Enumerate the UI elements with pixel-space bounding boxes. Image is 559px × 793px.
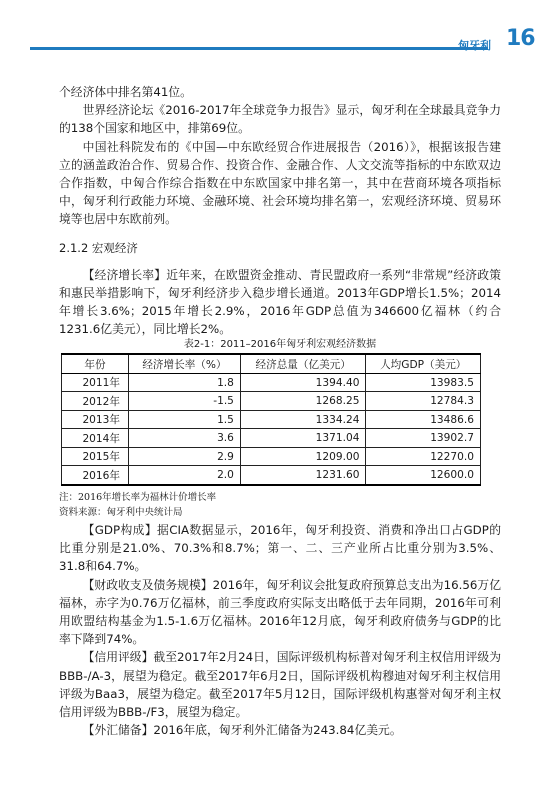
cell-year: 2013年	[62, 410, 129, 429]
cell-gdp-total: 1394.40	[240, 373, 366, 392]
cell-gdp-per-capita: 12270.0	[366, 447, 481, 466]
table-row	[62, 466, 481, 485]
page-body	[59, 83, 501, 739]
page-number: 16	[506, 26, 535, 51]
table-caption: 表2-1：2011–2016年匈牙利宏观经济数据	[183, 339, 377, 351]
paragraph-wef-report: 世界经济论坛《2016-2017年全球竞争力报告》显示，匈牙利在全球最具竞争力的138个国家和地区中，排第69位。	[59, 103, 501, 136]
header-country-label: 匈牙利	[458, 39, 491, 52]
cell-year: 2014年	[62, 429, 129, 448]
column-header-growth: 经济增长率（%）	[129, 354, 241, 373]
cell-year: 2012年	[62, 392, 129, 411]
cell-gdp-per-capita: 12784.3	[366, 392, 481, 411]
section-title: 2.1.2 宏观经济	[59, 240, 138, 255]
cell-year: 2015年	[62, 447, 129, 466]
paragraph-growth-rate: 【经济增长率】近年来，在欧盟资金推动、青民盟政府一系列“非常规”经济政策和惠民举措影响下，匈牙利经济步入稳步增长通道。2013年GDP增长1.5%；2014年增长3.6%；2015年增长2.9%，2016年GDP总值为346600亿福林（约合1231.6亿美元），同比增长2%。	[59, 267, 501, 337]
cell-year: 2011年	[62, 373, 129, 392]
table-source: 资料来源：匈牙利中央统计局	[59, 506, 183, 518]
cell-gdp-per-capita: 12600.0	[366, 466, 481, 485]
column-header-year: 年份	[62, 354, 129, 373]
paragraph-ranking-tail: 个经济体中排名第41位。	[59, 85, 192, 99]
cell-growth: 2.9	[129, 447, 241, 466]
cell-gdp-total: 1209.00	[240, 447, 366, 466]
header-rule	[30, 47, 488, 50]
macro-data-table	[61, 353, 481, 486]
paragraph-fx-reserves: 【外汇储备】2016年底，匈牙利外汇储备为243.84亿美元。	[82, 723, 402, 738]
cell-gdp-per-capita: 13486.6	[366, 410, 481, 429]
column-header-gdp-total: 经济总量（亿美元）	[240, 354, 366, 373]
table-row	[62, 429, 481, 448]
column-header-gdp-per-capita: 人均GDP（美元）	[366, 354, 481, 373]
table-note: 注：2016年增长率为福林计价增长率	[59, 491, 217, 503]
cell-gdp-total: 1371.04	[240, 429, 366, 448]
cell-gdp-total: 1334.24	[240, 410, 366, 429]
table-row	[62, 392, 481, 411]
cell-growth: -1.5	[129, 392, 241, 411]
paragraph-gdp-composition: 【GDP构成】据CIA数据显示，2016年，匈牙利投资、消费和净出口占GDP的比重分别是21.0%、70.3%和8.7%；第一、二、三产业所占比重分别为3.5%、31.8和64.7%。	[59, 522, 501, 574]
cell-growth: 2.0	[129, 466, 241, 485]
cell-gdp-total: 1231.60	[240, 466, 366, 485]
cell-growth: 1.5	[129, 410, 241, 429]
paragraph-credit-rating: 【信用评级】截至2017年2月24日，国际评级机构标普对匈牙利主权信用评级为BBB-/A-3，展望为稳定。截至2017年6月2日，国际评级机构穆迪对匈牙利主权信用评级为Baa3，展望为稳定。截至2017年5月12日，国际评级机构惠誉对匈牙利主权信用评级为BBB-/F3，展望为稳定。	[59, 650, 501, 719]
cell-gdp-total: 1268.25	[240, 392, 366, 411]
cell-gdp-per-capita: 13902.7	[366, 429, 481, 448]
table-row	[62, 410, 481, 429]
paragraph-fiscal-debt: 【财政收支及债务规模】2016年，匈牙利议会批复政府预算总支出为16.56万亿福林，赤字为0.76万亿福林，前三季度政府实际支出略低于去年同期，2016年可利用欧盟结构基金为1.5-1.6万亿福林。2016年12月底，匈牙利政府债务与GDP的比率下降到74%。	[59, 577, 501, 647]
table-row	[62, 447, 481, 466]
cell-growth: 3.6	[129, 429, 241, 448]
cell-growth: 1.8	[129, 373, 241, 392]
paragraph-cass-report: 中国社科院发布的《中国—中东欧经贸合作进展报告（2016）》，根据该报告建立的涵盖政治合作、贸易合作、投资合作、金融合作、人文交流等指标的中东欧双边合作指数，中匈合作综合指数在中东欧国家中排名第一，其中在营商环境各项指标中，匈牙利行政能力环境、金融环境、社会环境均排名第一，宏观经济环境、贸易环境等也居中东欧前列。	[59, 139, 501, 227]
cell-year: 2016年	[62, 466, 129, 485]
table-header-row	[62, 354, 481, 373]
table-row	[62, 373, 481, 392]
cell-gdp-per-capita: 13983.5	[366, 373, 481, 392]
